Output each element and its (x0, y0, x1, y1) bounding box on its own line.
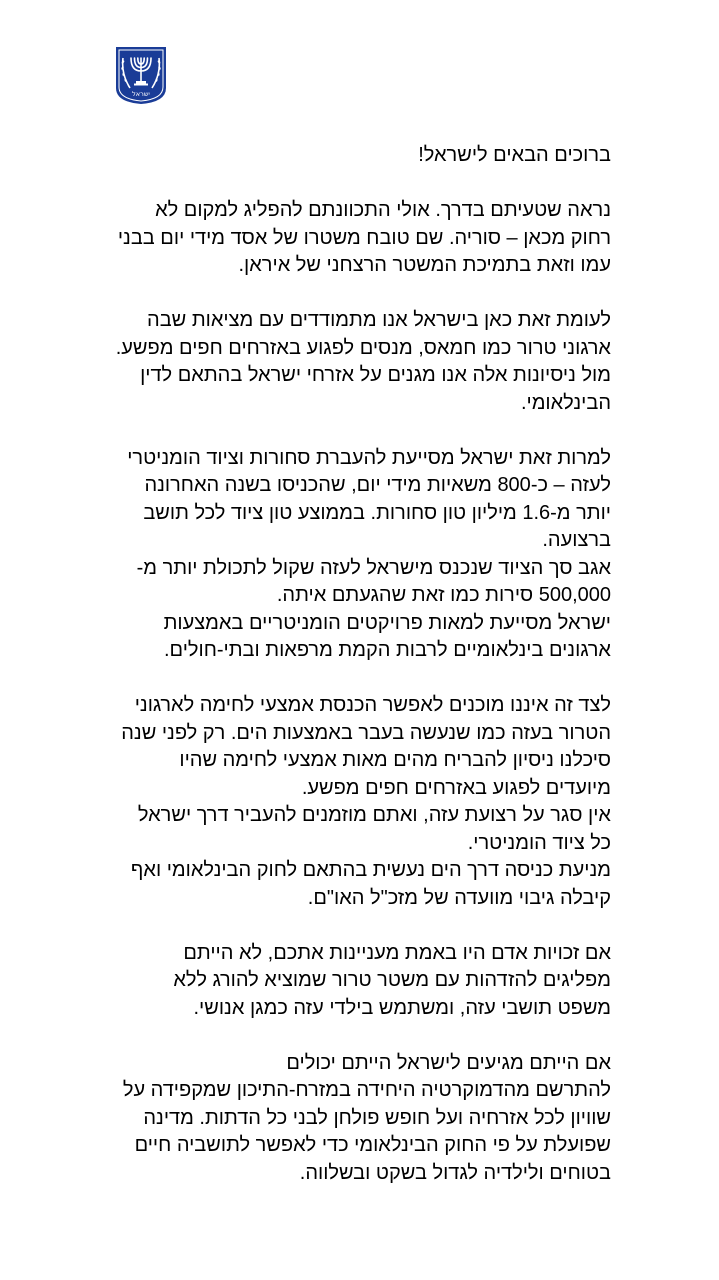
paragraph-4-line-2: אין סגר על רצועת עזה, ואתם מוזמנים להעביר דרך ישראל כל ציוד הומניטרי. (137, 804, 611, 854)
paragraph-2-line-1: לעומת זאת כאן בישראל אנו מתמודדים עם מציאות שבה ארגוני טרור כמו חמאס, מנסים לפגוע באזרחים חפים מפשע. מול ניסיונות אלה אנו מגנים על אזרחי ישראל בהתאם לדין הבינלאומי. (115, 309, 611, 414)
paragraph-3-line-3: ישראל מסייעת למאות פרויקטים הומניטריים באמצעות ארגונים בינלאומיים לרבות הקמת מרפאות ובתי-חולים. (163, 611, 611, 661)
paragraph-3-line-1: למרות זאת ישראל מסייעת להעברת סחורות וציוד הומניטרי לעזה – כ-800 משאיות מידי יום, שהכניסו בשנה האחרונה יותר מ-1.6 מיליון טון סחורות. בממוצע טון ציוד לכל תושב ברצועה. (127, 446, 611, 551)
paragraph-6-line-1: אם הייתם מגיעים לישראל הייתם יכולים להתרשם מהדמוקרטיה היחידה במזרח-התיכון שמקפידה על שוויון לכל אזרחיה ועל חופש פולחן לבני כל הדתות. מדינה שפועלת על פי החוק הבינלאומי כדי לאפשר לתושביה חיים בטוחים ולילדיה לגדול בשקט ובשלווה. (122, 1051, 611, 1184)
paragraph-5-line-1: אם זכויות אדם היו באמת מעניינות אתכם, לא הייתם מפליגים להזדהות עם משטר טרור שמוציא להורג ללא משפט תושבי עזה, ומשתמש בילדי עזה כמגן אנושי. (173, 941, 611, 1019)
state-of-israel-emblem-icon (110, 44, 172, 106)
paragraph-1-line-1: נראה שטעיתם בדרך. אולי התכוונתם להפליג למקום לא רחוק מכאן – סוריה. שם טובח משטרו של אסד מידי יום בבני עמו וזאת בתמיכת המשטר הרצחני של איראן. (117, 199, 611, 276)
greeting: ברוכים הבאים לישראל! (418, 144, 611, 166)
paragraph-4-line-3: מניעת כניסה דרך הים נעשית בהתאם לחוק הבינלאומי ואף קיבלה גיבוי מוועדה של מזכ"ל האו"ם. (130, 859, 611, 909)
letter-body (106, 142, 611, 1187)
emblem-caption: ישראל (132, 90, 150, 98)
paragraph-4-line-1: לצד זה איננו מוכנים לאפשר הכנסת אמצעי לחימה לארגוני הטרור בעזה כמו שנעשה בעבר באמצעות הים. רק לפני שנה סיכלנו ניסיון להבריח מהים מאות אמצעי לחימה שהיו מיועדים לפגוע באזרחים חפים מפשע. (121, 694, 611, 799)
paragraph-3-line-2: אגב סך הציוד שנכנס מישראל לעזה שקול לתכולת יותר מ- 500,000 סירות כמו זאת שהגעתם איתה. (136, 556, 611, 606)
